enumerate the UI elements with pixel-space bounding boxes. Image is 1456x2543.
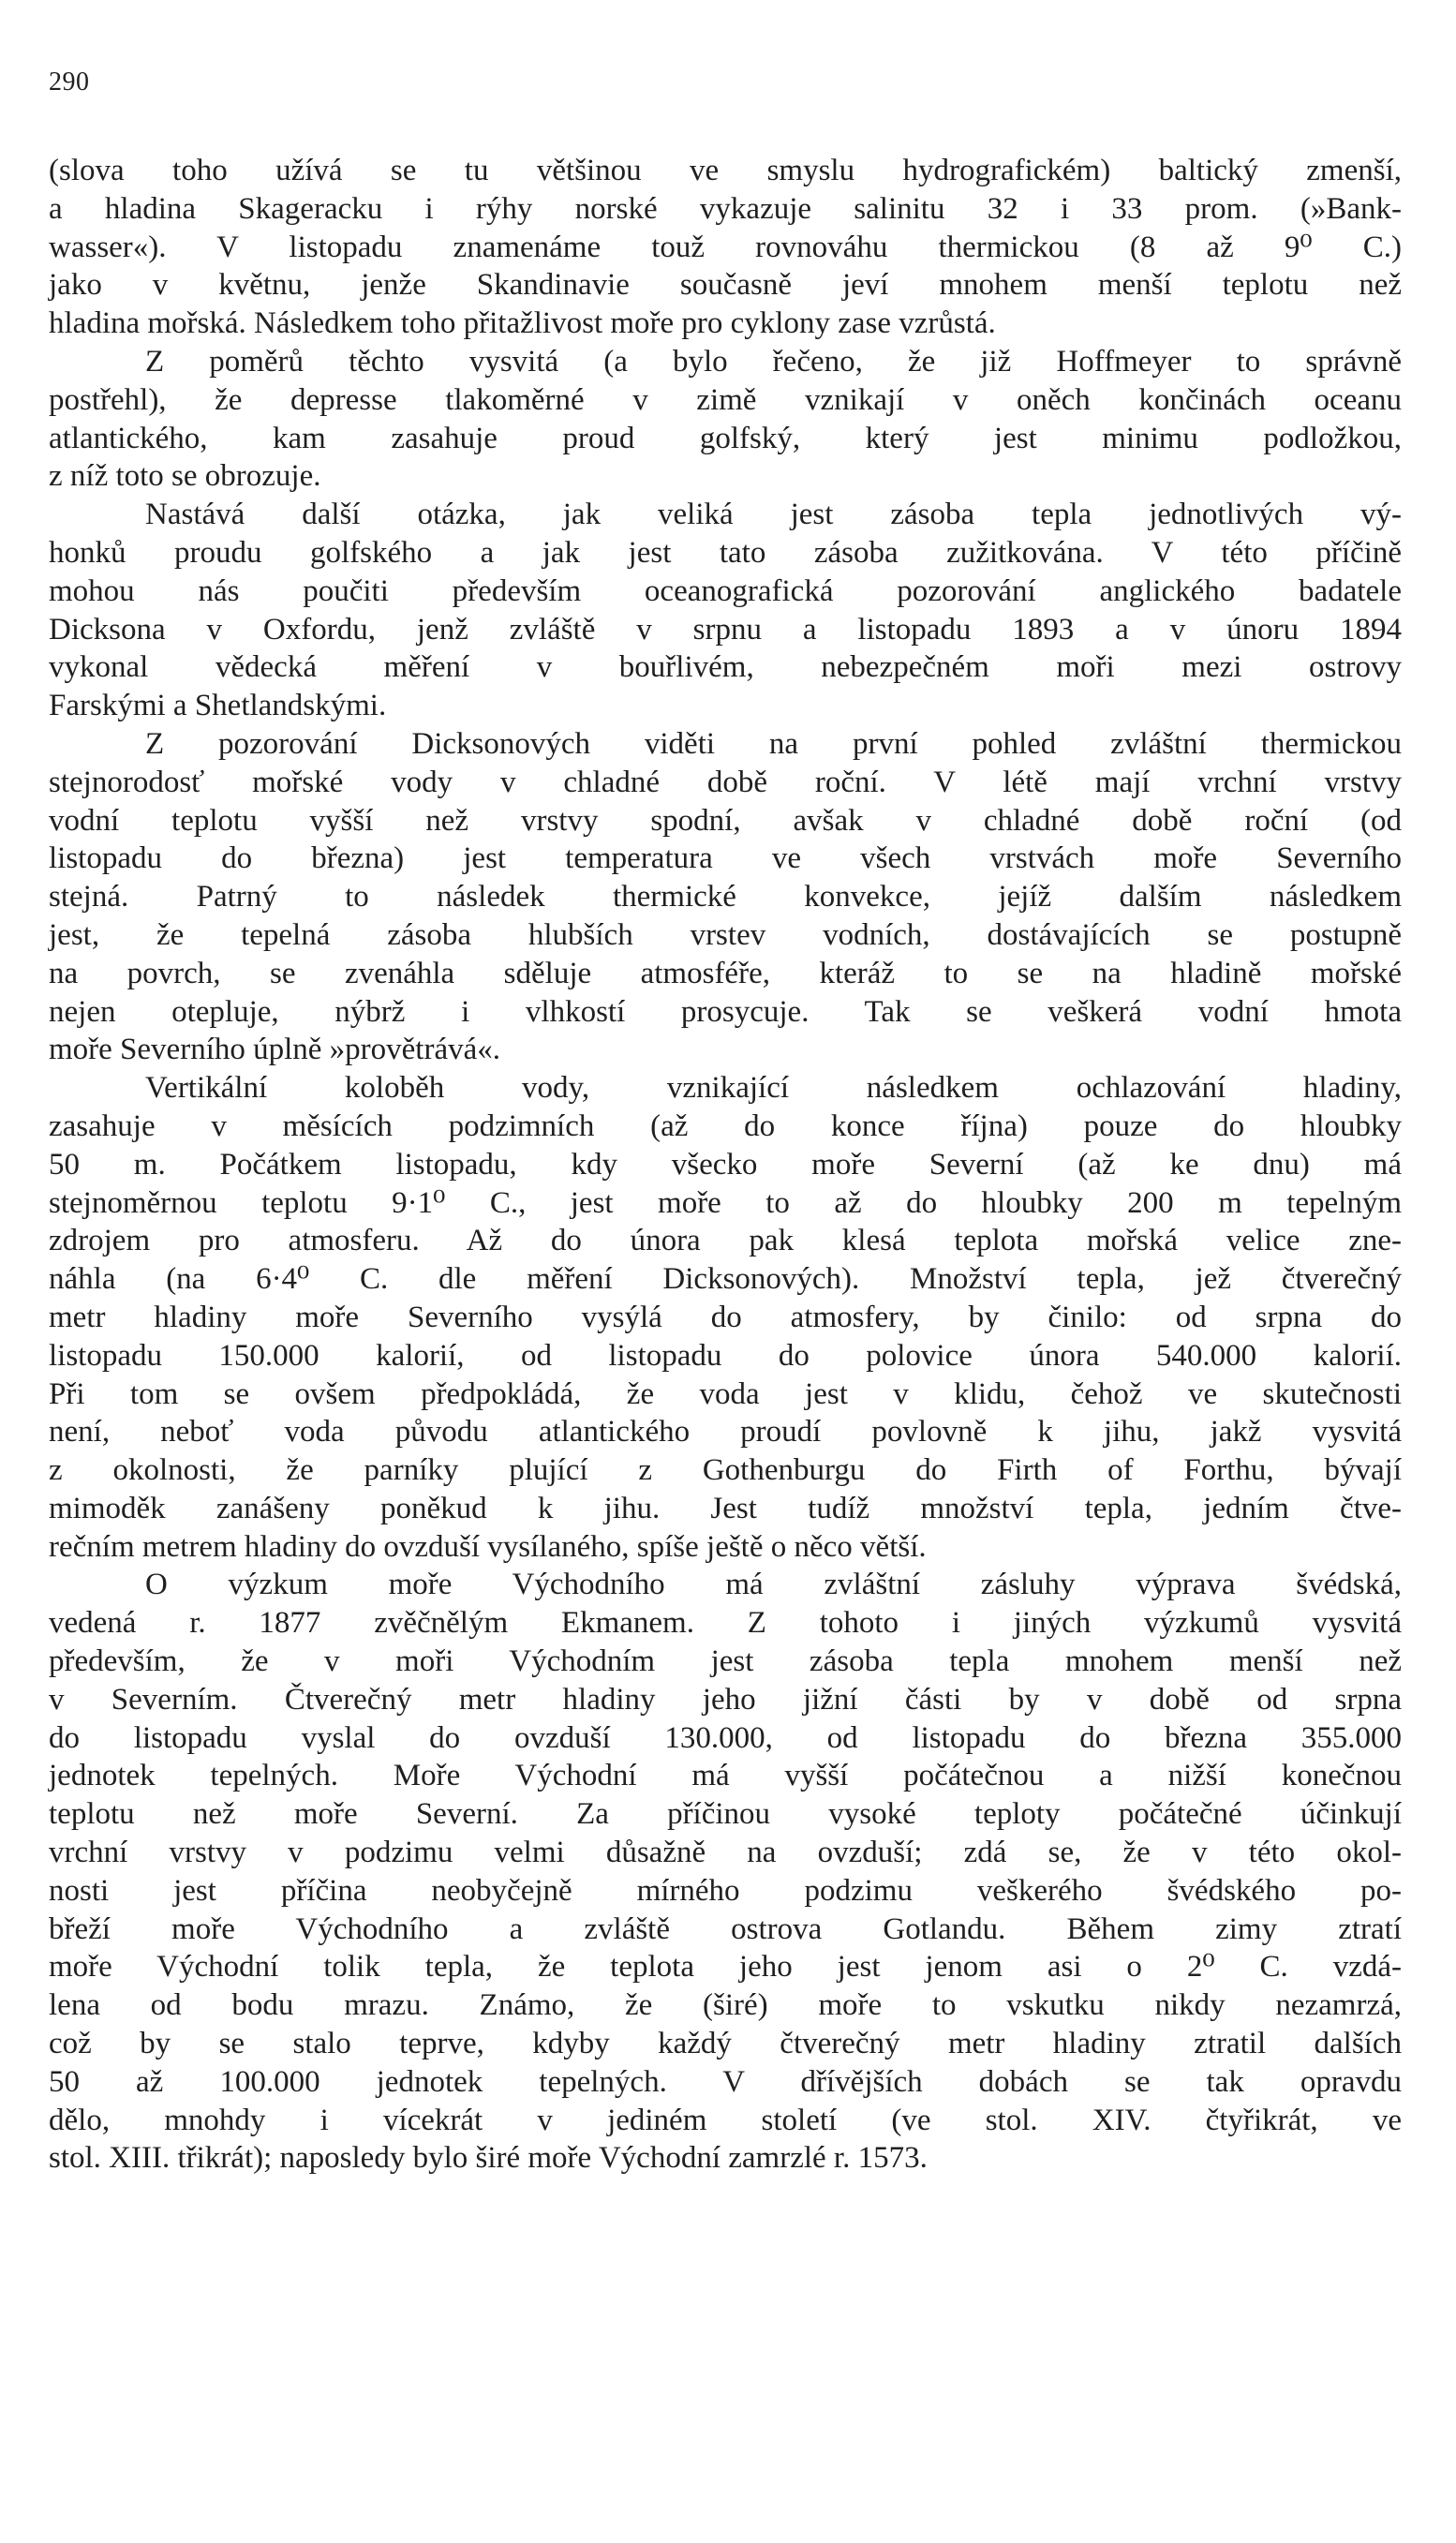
text-line: listopadu do března) jest temperatura ve všech vrstvách moře Severního [49, 841, 1402, 876]
body-text [49, 152, 1402, 2178]
text-line: mohou nás poučiti především oceanografická pozorování anglického badatele [49, 573, 1402, 608]
text-line: metr hladiny moře Severního vysýlá do atmosfery, by činilo: od srpna do [49, 1300, 1402, 1334]
text-line: postřehl), že depresse tlakoměrné v zimě vznikají v oněch končinách oceanu [49, 382, 1402, 417]
text-line: vrchní vrstvy v podzimu velmi důsažně na ovzduší; zdá se, že v této okol- [49, 1836, 1402, 1870]
text-line: moře Severního úplně »provětrává«. [49, 1033, 501, 1067]
text-line: Z poměrů těchto vysvitá (a bylo řečeno, že již Hoffmeyer to správně [145, 344, 1402, 379]
text-line: stejnorodosť mořské vody v chladné době roční. V létě mají vrchní vrstvy [49, 765, 1402, 799]
text-line: Dicksona v Oxfordu, jenž zvláště v srpnu a listopadu 1893 a v únoru 1894 [49, 612, 1402, 647]
text-line: na povrch, se zvenáhla sděluje atmosféře, kteráž to se na hladině mořské [49, 956, 1402, 990]
text-line: především, že v moři Východním jest zásoba tepla mnohem menší než [49, 1644, 1402, 1679]
text-line: stejná. Patrný to následek thermické konvekce, jejíž dalším následkem [49, 880, 1402, 915]
text-line: 50 m. Počátkem listopadu, kdy všecko moře Severní (až ke dnu) má [49, 1147, 1402, 1182]
paragraph [49, 1069, 1402, 1566]
text-line: listopadu 150.000 kalorií, od listopadu do polovice února 540.000 kalorií. [49, 1338, 1402, 1373]
text-line: vedená r. 1877 zvěčnělým Ekmanem. Z tohoto i jiných výzkumů vysvitá [49, 1606, 1402, 1641]
text-line: Z pozorování Dicksonových viděti na první pohled zvláštní thermickou [145, 726, 1402, 761]
text-line: jako v květnu, jenže Skandinavie současně jeví mnohem menší teplotu než [49, 268, 1402, 303]
text-line: nosti jest příčina neobyčejně mírného podzimu veškerého švédského po- [49, 1873, 1402, 1908]
text-line: Nastává další otázka, jak veliká jest zásoba tepla jednotlivých vý- [145, 498, 1402, 532]
paragraph [49, 496, 1402, 725]
text-line: moře Východní tolik tepla, že teplota jeho jest jenom asi o 2⁰ C. vzdá- [49, 1950, 1402, 1985]
text-line: (slova toho užívá se tu většinou ve smyslu hydrografickém) baltický zmenší, [49, 154, 1402, 187]
paragraph [49, 1566, 1402, 2178]
text-line: jednotek tepelných. Moře Východní má vyšší počátečnou a nižší konečnou [49, 1759, 1402, 1793]
text-line: jest, že tepelná zásoba hlubších vrstev vodních, dostávajících se postupně [49, 917, 1402, 952]
text-line: hladina mořská. Následkem toho přitažlivost moře pro cyklony zase vzrůstá. [49, 306, 996, 341]
text-line: wasser«). V listopadu znamenáme touž rovnováhu thermickou (8 až 9⁰ C.) [49, 230, 1402, 264]
text-line: zasahuje v měsících podzimních (až do konce října) pouze do hloubky [49, 1108, 1402, 1143]
text-line: vykonal vědecká měření v bouřlivém, nebezpečném moři mezi ostrovy [49, 650, 1402, 685]
text-line: z okolnosti, že parníky plující z Gothenburgu do Firth of Forthu, bývají [49, 1453, 1402, 1488]
text-line: což by se stalo teprve, kdyby každý čtverečný metr hladiny ztratil dalších [49, 2027, 1402, 2061]
text-line: náhla (na 6·4⁰ C. dle měření Dicksonových). Množství tepla, jež čtverečný [49, 1262, 1402, 1297]
text-line: břeží moře Východního a zvláště ostrova Gotlandu. Během zimy ztratí [49, 1911, 1402, 1946]
text-line: zdrojem pro atmosferu. Až do února pak klesá teplota mořská velice zne- [49, 1224, 1402, 1258]
text-line: a hladina Skageracku i rýhy norské vykazuje salinitu 32 i 33 prom. (»Bank- [49, 191, 1402, 226]
text-line: Vertikální koloběh vody, vznikající následkem ochlazování hladiny, [145, 1071, 1402, 1106]
text-line: O výzkum moře Východního má zvláštní zásluhy výprava švédská, [145, 1568, 1402, 1602]
text-line: stol. XIII. třikrát); naposledy bylo širé moře Východní zamrzlé r. 1573. [49, 2141, 928, 2176]
text-line: Při tom se ovšem předpokládá, že voda jest v klidu, čehož ve skutečnosti [49, 1376, 1402, 1411]
text-line: teplotu než moře Severní. Za příčinou vysoké teploty počátečné účinkují [49, 1797, 1402, 1832]
text-line: rečním metrem hladiny do ovzduší vysílaného, spíše ještě o něco větší. [49, 1529, 927, 1564]
page-number: 290 [49, 67, 90, 97]
paragraph [49, 725, 1402, 1069]
text-line: nejen otepluje, nýbrž i vlhkostí prosycuje. Tak se veškerá vodní hmota [49, 994, 1402, 1029]
text-line: honků proudu golfského a jak jest tato zásoba zužitkována. V této příčině [49, 535, 1402, 570]
paragraph [49, 152, 1402, 343]
text-line: z níž toto se obrozuje. [49, 459, 321, 494]
text-line: atlantického, kam zasahuje proud golfský, který jest minimu podložkou, [49, 421, 1402, 455]
text-line: v Severním. Čtverečný metr hladiny jeho jižní části by v době od srpna [49, 1682, 1402, 1717]
text-line: stejnoměrnou teplotu 9·1⁰ C., jest moře to až do hloubky 200 m tepelným [49, 1185, 1402, 1220]
text-line: vodní teplotu vyšší než vrstvy spodní, avšak v chladné době roční (od [49, 803, 1402, 838]
text-line: 50 až 100.000 jednotek tepelných. V dřívějších dobách se tak opravdu [49, 2064, 1402, 2099]
text-line: do listopadu vyslal do ovzduší 130.000, od listopadu do března 355.000 [49, 1720, 1402, 1755]
text-line: není, neboť voda původu atlantického proudí povlovně k jihu, jakž vysvitá [49, 1415, 1402, 1450]
paragraph [49, 343, 1402, 496]
text-line: dělo, mnohdy i vícekrát v jediném století (ve stol. XIV. čtyřikrát, ve [49, 2103, 1402, 2137]
text-line: lena od bodu mrazu. Známo, že (širé) moře to vskutku nikdy nezamrzá, [49, 1988, 1402, 2023]
text-line: mimoděk zanášeny poněkud k jihu. Jest tudíž množství tepla, jedním čtve- [49, 1491, 1402, 1525]
text-line: Farskými a Shetlandskými. [49, 689, 387, 723]
